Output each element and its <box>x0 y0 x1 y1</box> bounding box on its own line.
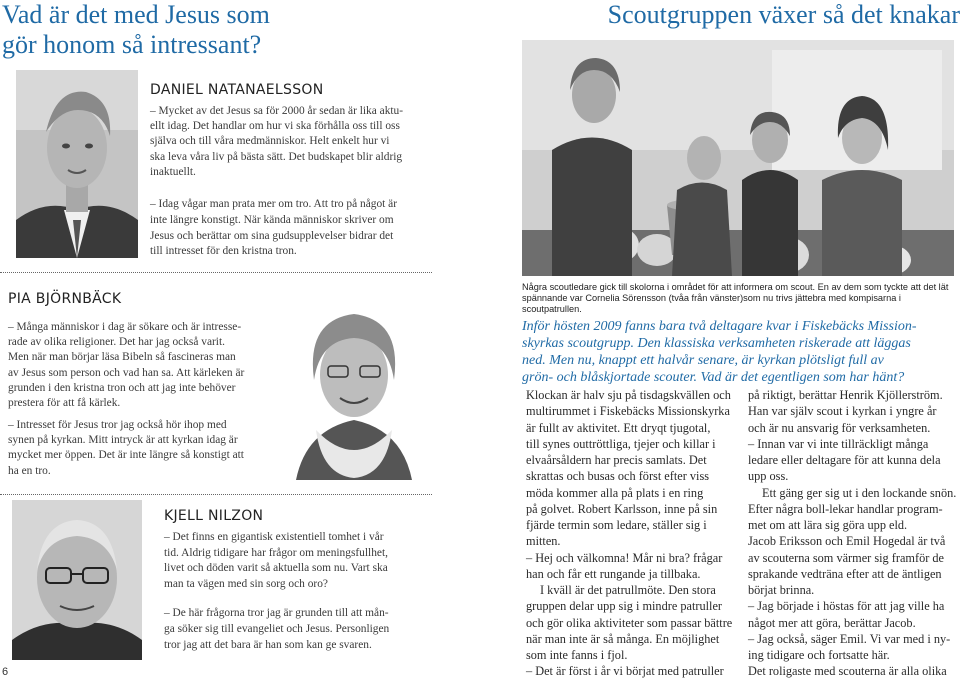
article-line: sprakande vedträna efter att de äntligen <box>748 566 942 581</box>
article-line: – Jag också, säger Emil. Vi var med i ny- <box>748 631 951 646</box>
pia-name: PIA BJÖRNBÄCK <box>8 291 122 307</box>
article-line: upp oss. <box>748 469 789 484</box>
caption-line: Några scoutledare gick till skolorna i området för att informera om scout. En av dem som tyckte att det lät <box>522 282 949 292</box>
text-line: till intresset för den kristna tron. <box>150 245 297 258</box>
text-line: Jesus och berättar om sina gudsupplevelser bidrar det <box>150 229 394 242</box>
text-line: ska leva våra liv på bästa sätt. Det budskapet blir aldrig <box>150 150 403 163</box>
article-line: av scouterna som värmer sig framför de <box>748 550 944 565</box>
text-line: – Mycket av det Jesus sa för 2000 år sedan är lika aktu- <box>150 105 404 117</box>
intro-line: skyrkas scoutgrupp. Den klassiska verksamheten riskerade att läggas <box>522 336 911 351</box>
text-line: – De här frågorna tror jag är grunden till att mån- <box>164 607 389 619</box>
text-line: själva och till våra medmänniskor. Helt enkelt hur vi <box>150 135 390 148</box>
article-line: Ett gäng ger sig ut i den lockande snön. <box>762 485 957 500</box>
text-line: ellt idag. Det handlar om hur vi ska förhålla oss till oss <box>150 120 400 133</box>
pia-answer-2 <box>8 418 278 479</box>
text-line: ga söker sig till evangeliet och Jesus. Personligen <box>164 622 390 635</box>
text-line: ha en tro. <box>8 464 51 477</box>
text-line: rade av olika religioner. Det har jag också varit. <box>8 336 225 349</box>
article-line: och är nu ansvarig för verksamheten. <box>748 420 931 435</box>
intro-line: Inför hösten 2009 fanns bara två deltagare kvar i Fiskebäcks Mission- <box>522 319 917 334</box>
caption-line: spännande var Cornelia Sörensson (tvåa från vänster)som nu trivs jättebra med kompisarna i scoutpatrullen. <box>522 293 901 314</box>
article-line: – Det är först i år vi börjat med patruller <box>526 664 724 679</box>
daniel-answer-1 <box>150 104 440 180</box>
kjell-name: KJELL NILZON <box>164 508 264 524</box>
section-divider <box>0 494 432 495</box>
article-line: met om att lära sig göra upp eld. <box>748 518 908 532</box>
left-article-title <box>2 0 382 60</box>
text-line: – Det finns en gigantisk existentiell tomhet i vår <box>164 531 384 543</box>
article-line: ledare eller deltagare för att kunna dela <box>748 453 941 467</box>
text-line: inaktuellt. <box>150 165 196 178</box>
pia-portrait <box>276 300 432 480</box>
text-line: tror jag att det bara är han som kan ge svaren. <box>164 638 372 651</box>
text-line: tid. Aldrig tidigare har frågor om meningsfullhet, <box>164 546 388 559</box>
section-divider <box>0 272 432 273</box>
text-line: prestera för att få kärlek. <box>8 397 121 410</box>
article-line: Det roligaste med scouterna är alla olika <box>748 664 947 679</box>
text-line: – Idag vågar man prata mer om tro. Att tro på något är <box>150 198 398 210</box>
right-article-title: Scoutgruppen växer så det knakar <box>607 0 960 29</box>
article-line: något mer att göra, berättar Jacob. <box>748 615 916 630</box>
kjell-portrait-image <box>12 500 142 660</box>
article-line: elvaårsåldern har precis samlats. Det <box>526 453 707 467</box>
article-intro <box>522 318 958 386</box>
text-line: – Många människor i dag är sökare och är intresse- <box>8 321 242 333</box>
pia-answer-1 <box>8 320 278 411</box>
daniel-name: DANIEL NATANAELSSON <box>150 82 324 98</box>
article-line: han och får ett rungande ja tillbaka. <box>526 566 701 581</box>
photo-caption <box>522 282 958 315</box>
article-line: – Hej och välkomna! Mår ni bra? frågar <box>526 550 723 565</box>
kjell-answer-2 <box>164 606 434 653</box>
article-line: gruppen delar upp sig i mindre patruller <box>526 599 723 614</box>
article-line: och gör olika aktiviteter som passar bättre <box>526 615 733 630</box>
article-line: – Innan var vi inte tillräckligt många <box>748 436 929 451</box>
text-line: mycket mer öppen. Det är inte längre så konstigt att <box>8 449 244 462</box>
article-line: Jacob Eriksson och Emil Hogedal är två <box>748 534 946 549</box>
text-line: Men när man börjar läsa Bibeln så fascineras man <box>8 351 236 364</box>
article-line: mitten. <box>526 534 561 549</box>
left-title-line-1: Vad är det med Jesus som <box>2 0 270 29</box>
pia-portrait-image <box>276 300 432 480</box>
scout-group-photo-image <box>522 40 954 276</box>
article-line: Klockan är halv sju på tisdagskvällen och <box>526 388 731 402</box>
article-line: Han var själv scout i kyrkan i yngre år <box>748 404 937 419</box>
text-line: – Intresset för Jesus tror jag också hör ihop med <box>8 419 227 431</box>
article-line: ing tidigare och fortsatte här. <box>748 648 890 662</box>
text-line: inte längre konstigt. När kända människor skriver om <box>150 213 394 226</box>
article-line: multirummet i Fiskebäcks Missionskyrka <box>526 404 730 419</box>
article-line: är fullt av aktivitet. Ett dryqt tjugotal, <box>526 420 711 435</box>
article-line: fjärde termin som ledare, ställer sig i <box>526 518 707 532</box>
article-line: Efter några boll-lekar handlar program- <box>748 501 943 516</box>
text-line: livet och döden varit så aktuella som nu. Vart ska <box>164 562 388 574</box>
article-line: på riktigt, berättar Henrik Kjöllerström. <box>748 388 943 402</box>
daniel-portrait-image <box>16 70 138 258</box>
scout-group-photo <box>522 40 954 276</box>
intro-line: grön- och blåskjortade scouter. Vad är det egentligen som har hänt? <box>522 370 905 385</box>
article-line: när man inte är så många. En möjlighet <box>526 631 720 646</box>
daniel-answer-2 <box>150 197 440 260</box>
article-line: – Jag började i höstas för att jag ville ha <box>748 599 945 614</box>
article-line: skrattas och busas och först efter viss <box>526 469 710 484</box>
intro-line: ned. Men nu, knappt ett halvår senare, är kyrkan plötsligt full av <box>522 353 884 368</box>
article-line: som inte fanns i fjol. <box>526 648 628 662</box>
text-line: man ta vägen med sin sorg och oro? <box>164 577 328 590</box>
daniel-portrait <box>16 70 138 258</box>
article-line: börjat brinna. <box>748 583 815 597</box>
kjell-portrait <box>12 500 142 660</box>
article-line: I kväll är det patrullmöte. Den stora <box>540 583 716 597</box>
article-line: till synes outtröttliga, tjejer och killar i <box>526 436 716 451</box>
text-line: av Jesus som person och vad han sa. Att kärleken är <box>8 366 245 379</box>
page-number: 6 <box>2 666 9 678</box>
left-title-line-2: gör honom så intressant? <box>2 30 262 59</box>
kjell-answer-1 <box>164 530 434 592</box>
article-column-1 <box>526 387 742 679</box>
text-line: synen på kyrkan. Mitt intryck är att kyrkan idag är <box>8 434 238 447</box>
text-line: grunden i den kristna tron och att jag inte behöver <box>8 381 236 394</box>
article-line: möda kommer alla på plats i en ring <box>526 485 704 500</box>
article-column-2 <box>748 387 960 679</box>
article-line: på golvet. Robert Karlsson, inne på sin <box>526 501 718 516</box>
